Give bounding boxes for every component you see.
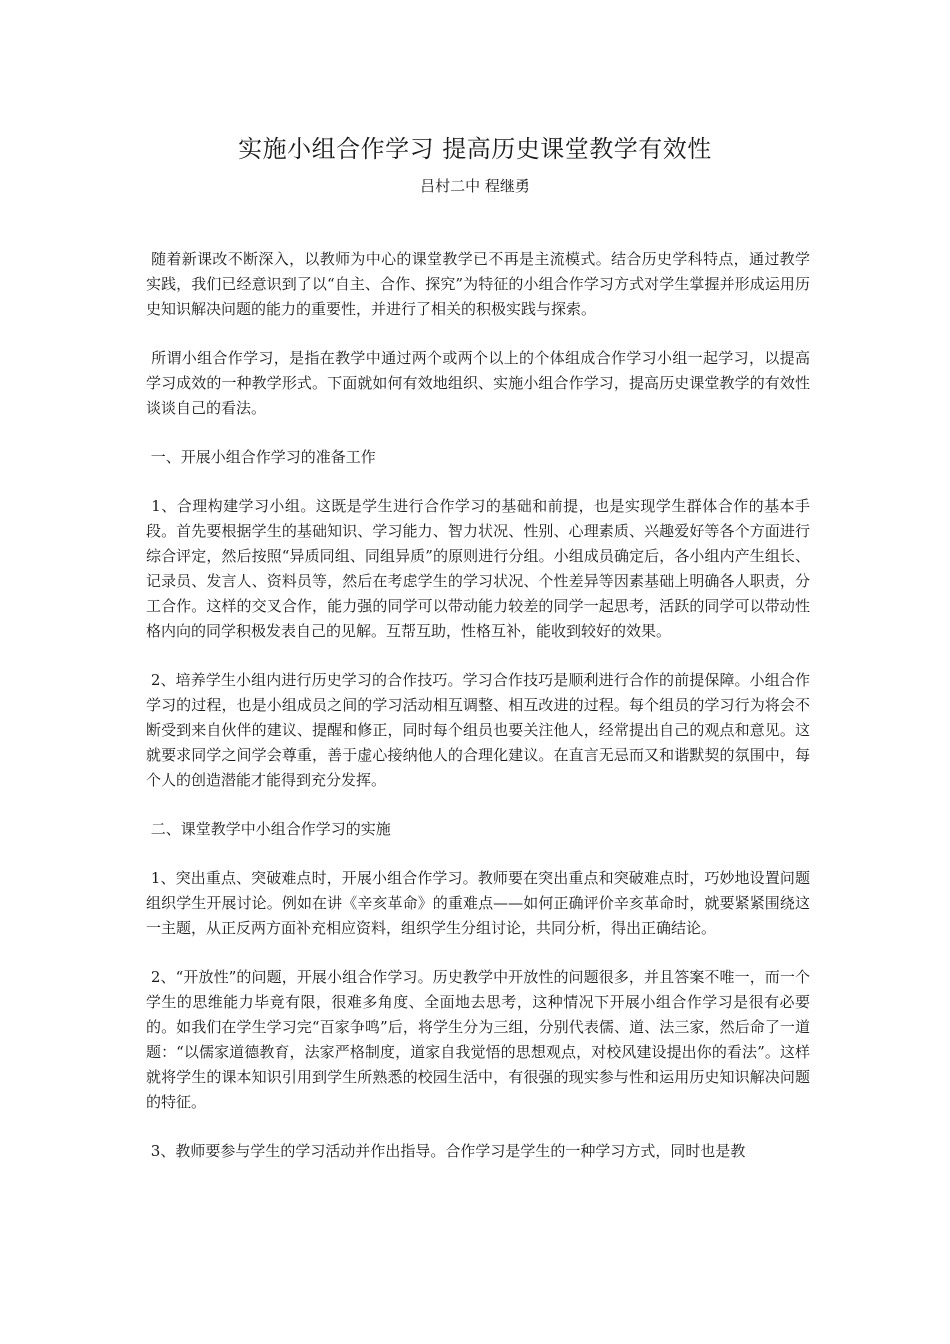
paragraph-2-2: 2、“开放性”的问题，开展小组合作学习。历史教学中开放性的问题很多，并且答案不唯一，而一个学生的思维能力毕竟有限，很难多角度、全面地去思考，这种情况下开展小组合作学习是很有必要的。如我们在学生学习完“百家争鸣”后，将学生分为三组，分别代表儒、道、法三家，然后命了一道题：“以儒家道德教育，法家严格制度，道家自我觉悟的思想观点，对校风建设提出你的看法”。这样就将学生的课本知识引用到学生所熟悉的校园生活中，有很强的现实参与性和运用历史知识解决问题的特征。 bbox=[146, 968, 810, 1111]
paragraph-definition: 所谓小组合作学习，是指在教学中通过两个或两个以上的个体组成合作学习小组一起学习，以提高学习成效的一种教学形式。下面就如何有效地组织、实施小组合作学习，提高历史课堂教学的有效性谈谈自己的看法。 bbox=[146, 349, 810, 417]
section-heading-2: 二、课堂教学中小组合作学习的实施 bbox=[146, 820, 391, 838]
paragraph-1-2: 2、培养学生小组内进行历史学习的合作技巧。学习合作技巧是顺利进行合作的前提保障。小组合作学习的过程，也是小组成员之间的学习活动相互调整、相互改进的过程。每个组员的学习行为将会不断受到来自伙伴的建议、提醒和修正，同时每个组员也要关注他人，经常提出自己的观点和意见。这就要求同学之间学会尊重，善于虚心接纳他人的合理化建议。在直言无忌而又和谐默契的氛围中，每个人的创造潜能才能得到充分发挥。 bbox=[146, 671, 810, 789]
paragraph-2-1: 1、突出重点、突破难点时，开展小组合作学习。教师要在突出重点和突破难点时，巧妙地设置问题组织学生开展讨论。例如在讲《辛亥革命》的重难点——如何正确评价辛亥革命时，就要紧紧围绕这一主题，从正反两方面补充相应资料，组织学生分组讨论，共同分析，得出正确结论。 bbox=[146, 869, 810, 937]
paragraph-2-3: 3、教师要参与学生的学习活动并作出指导。合作学习是学生的一种学习方式，同时也是教 bbox=[146, 1142, 746, 1160]
document-author: 吕村二中 程继勇 bbox=[420, 177, 530, 195]
paragraph-1-1: 1、合理构建学习小组。这既是学生进行合作学习的基础和前提，也是实现学生群体合作的基本手段。首先要根据学生的基础知识、学习能力、智力状况、性别、心理素质、兴趣爱好等各个方面进行综合评定，然后按照“异质同组、同组异质”的原则进行分组。小组成员确定后，各小组内产生组长、记录员、发言人、资料员等，然后在考虑学生的学习状况、个性差异等因素基础上明确各人职责，分工合作。这样的交叉合作，能力强的同学可以带动能力较差的同学一起思考，活跃的同学可以带动性格内向的同学积极发表自己的见解。互帮互助，性格互补，能收到较好的效果。 bbox=[146, 497, 810, 640]
document-body bbox=[146, 247, 810, 1188]
document-title: 实施小组合作学习 提高历史课堂教学有效性 bbox=[238, 135, 712, 163]
section-heading-1: 一、开展小组合作学习的准备工作 bbox=[146, 448, 376, 466]
paragraph-intro: 随着新课改不断深入，以教师为中心的课堂教学已不再是主流模式。结合历史学科特点，通过教学实践，我们已经意识到了以“自主、合作、探究”为特征的小组合作学习方式对学生掌握并形成运用历史知识解决问题的能力的重要性，并进行了相关的积极实践与探索。 bbox=[146, 250, 810, 318]
